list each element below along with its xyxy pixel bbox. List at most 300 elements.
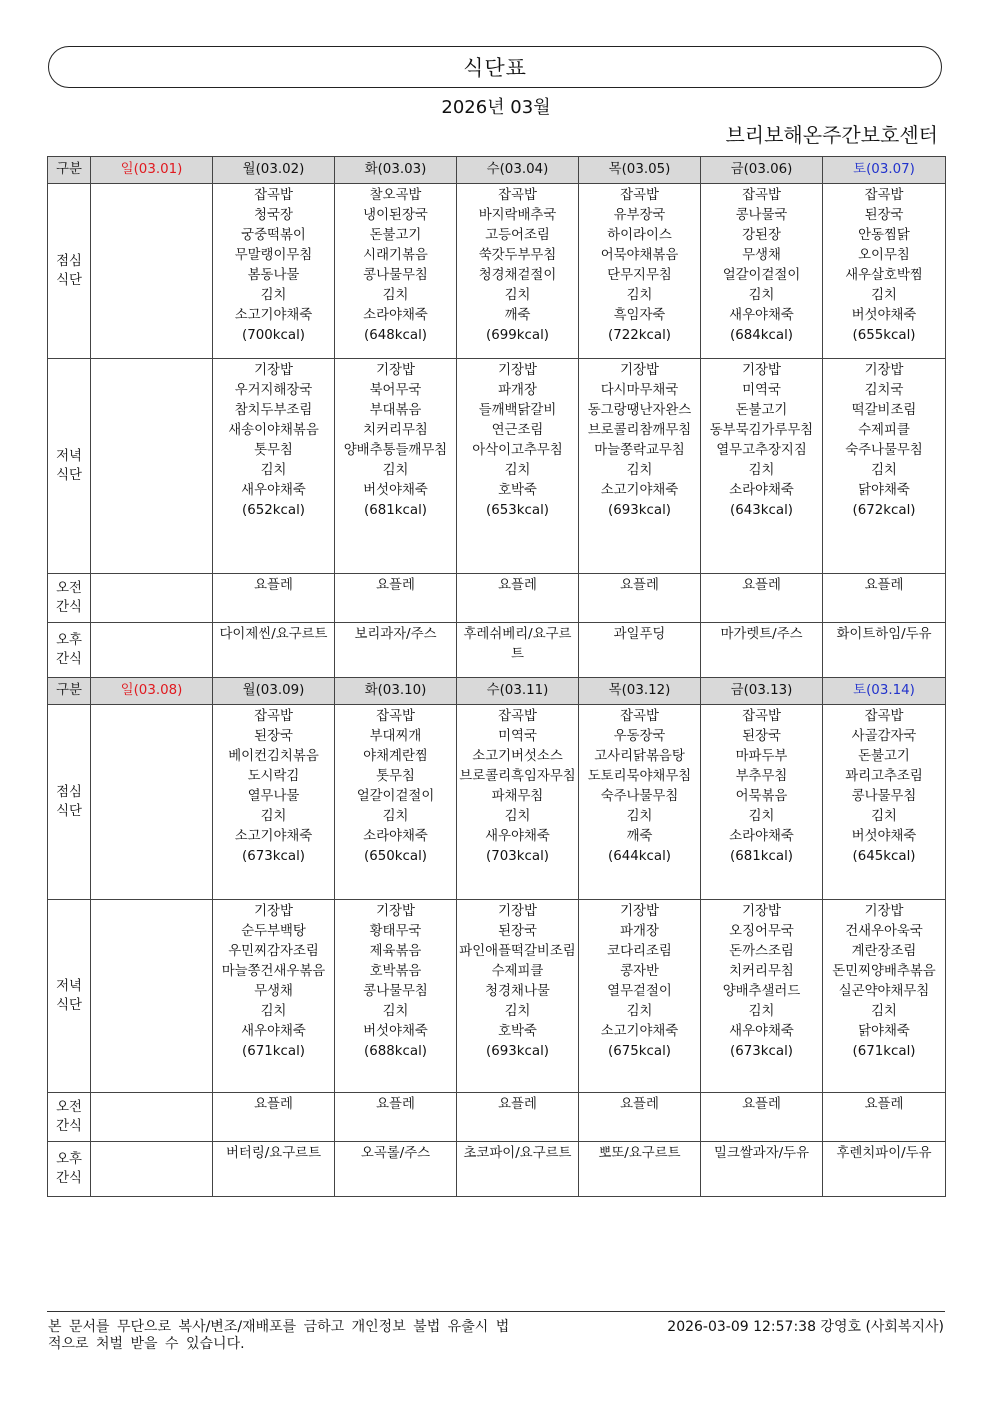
menu-item: 새우야채죽 — [241, 483, 306, 498]
menu-item: 마파두부 — [735, 749, 788, 764]
menu-item: 숙주나물무침 — [845, 443, 923, 458]
menu-item: 고등어조림 — [485, 228, 550, 243]
menu-item: 김치 — [504, 288, 531, 303]
menu-cell — [91, 359, 213, 574]
menu-item: 기장밥 — [254, 363, 293, 378]
menu-item: 건새우아욱국 — [845, 924, 923, 939]
menu-item: 잡곡밥 — [254, 188, 293, 203]
day-header-cell: 금(03.13) — [701, 678, 823, 705]
menu-item: 김치 — [871, 1004, 897, 1019]
day-header-cell: 목(03.12) — [579, 678, 701, 705]
menu-item: 잡곡밥 — [620, 709, 659, 724]
month-label: 2026년 03월 — [441, 97, 551, 118]
menu-item: 부대찌개 — [369, 729, 422, 744]
menu-item: 김치 — [260, 463, 287, 478]
menu-item: 무생채 — [254, 984, 293, 999]
menu-item: 김치 — [871, 809, 897, 824]
menu-cell — [213, 900, 335, 1093]
menu-item: 새우야채죽 — [241, 1024, 306, 1039]
menu-item: 치커리무침 — [363, 423, 428, 438]
menu-item: (648kcal) — [363, 328, 428, 343]
menu-item: 김치 — [748, 463, 775, 478]
menu-cell — [335, 705, 457, 900]
menu-item: 잡곡밥 — [498, 188, 537, 203]
menu-item: 봄동나물 — [247, 268, 300, 283]
day-header-cell: 토(03.14) — [823, 678, 946, 705]
menu-item: 동부묵김가루무침 — [709, 423, 814, 438]
menu-cell — [823, 184, 946, 359]
pm-snack-row — [48, 623, 946, 678]
menu-item: 김치 — [748, 288, 775, 303]
menu-item: 김치 — [504, 1004, 531, 1019]
menu-item: 김치 — [504, 463, 531, 478]
day-header-cell: 수(03.11) — [457, 678, 579, 705]
am-snack-row — [48, 1093, 946, 1142]
menu-item: 청국장 — [254, 208, 293, 223]
menu-item: 브로콜리참깨무침 — [587, 423, 692, 438]
menu-cell — [579, 359, 701, 574]
menu-item: 열무고추장지짐 — [716, 443, 807, 458]
menu-item: 수제피클 — [858, 423, 910, 438]
day-header-cell: 화(03.10) — [335, 678, 457, 705]
row-label-text: 저녁 — [56, 449, 82, 464]
menu-item: 기장밥 — [498, 363, 537, 378]
menu-item: 다시마무채국 — [600, 383, 679, 398]
menu-cell — [457, 359, 579, 574]
menu-item: (672kcal) — [852, 503, 916, 518]
snack-cell: 버터링/요구르트 — [213, 1142, 335, 1197]
snack-cell: 요플레 — [335, 1093, 457, 1142]
lunch-row-label — [48, 184, 91, 359]
menu-item: (699kcal) — [485, 328, 550, 343]
menu-item: 잡곡밥 — [864, 188, 904, 203]
menu-cell — [213, 359, 335, 574]
menu-item: 들깨백닭갈비 — [478, 403, 557, 418]
snack-cell: 밀크쌀과자/두유 — [701, 1142, 823, 1197]
menu-item: (650kcal) — [363, 849, 428, 864]
menu-item: 기장밥 — [498, 904, 537, 919]
menu-item: (703kcal) — [485, 849, 550, 864]
menu-cell — [823, 900, 946, 1093]
footer-notice: 본 문서를 무단으로 복사/변조/재배포를 금하고 개인정보 불법 유출시 법적으로 처벌 받을 수 있습니다. — [48, 1319, 510, 1352]
menu-item: 된장국 — [498, 924, 537, 939]
snack-cell: 요플레 — [823, 1093, 946, 1142]
menu-item: (671kcal) — [241, 1044, 306, 1059]
dinner-row-label — [48, 900, 91, 1093]
menu-item: 김치 — [871, 463, 897, 478]
snack-cell — [91, 1093, 213, 1142]
menu-item: 기장밥 — [864, 363, 904, 378]
menu-item: 버섯야채죽 — [851, 308, 917, 323]
menu-item: 유부장국 — [613, 208, 666, 223]
menu-item: 부추무침 — [735, 769, 788, 784]
snack-cell: 요플레 — [701, 1093, 823, 1142]
menu-item: 흑임자죽 — [613, 308, 666, 323]
menu-item: (653kcal) — [485, 503, 550, 518]
menu-item: (671kcal) — [852, 1044, 916, 1059]
menu-cell — [579, 900, 701, 1093]
menu-item: 궁중떡볶이 — [241, 228, 306, 243]
menu-item: 무생채 — [742, 248, 781, 263]
menu-item: 김치국 — [864, 383, 904, 398]
menu-cell — [579, 705, 701, 900]
snack-cell: 요플레 — [457, 1093, 579, 1142]
menu-item: 돈민찌양배추볶음 — [832, 964, 936, 979]
menu-item: 도토리묵야채무침 — [587, 769, 692, 784]
menu-item: 시래기볶음 — [363, 248, 428, 263]
menu-item: 닭야채죽 — [858, 483, 910, 498]
am-snack-row-label — [48, 1093, 91, 1142]
row-label-text: 식단 — [56, 998, 82, 1013]
menu-item: 꽈리고추조림 — [845, 769, 923, 784]
snack-cell: 요플레 — [579, 574, 701, 623]
lunch-row — [48, 184, 946, 359]
am-snack-row — [48, 574, 946, 623]
menu-item: 새우살호박찜 — [845, 268, 923, 283]
menu-item: 바지락배추국 — [478, 208, 557, 223]
menu-item: 된장국 — [864, 208, 904, 223]
menu-item: 기장밥 — [742, 904, 781, 919]
menu-item: 새우야채죽 — [729, 1024, 794, 1039]
menu-cell — [823, 359, 946, 574]
menu-item: 기장밥 — [620, 363, 659, 378]
day-header-cell: 목(03.05) — [579, 157, 701, 184]
week-header-row — [48, 678, 946, 705]
snack-cell: 뽀또/요구르트 — [579, 1142, 701, 1197]
menu-item: 제육볶음 — [369, 944, 422, 959]
menu-item: 버섯야채죽 — [363, 483, 428, 498]
menu-item: 황태무국 — [369, 924, 422, 939]
menu-item: (655kcal) — [852, 328, 916, 343]
menu-cell — [701, 184, 823, 359]
menu-cell — [213, 184, 335, 359]
menu-item: 소라야채죽 — [729, 483, 794, 498]
menu-item: (681kcal) — [363, 503, 428, 518]
row-label-text: 오전 — [56, 1100, 82, 1115]
menu-item: 마늘쫑락교무침 — [594, 443, 685, 458]
menu-item: 야채계란찜 — [363, 749, 428, 764]
menu-item: 열무겉절이 — [607, 984, 672, 999]
dinner-row — [48, 359, 946, 574]
row-label-text: 간식 — [56, 600, 82, 615]
row-label-text: 식단 — [56, 273, 82, 288]
snack-cell: 오곡롤/주스 — [335, 1142, 457, 1197]
menu-item: 소고기버섯소스 — [472, 749, 563, 764]
menu-item: (673kcal) — [241, 849, 306, 864]
menu-cell — [701, 359, 823, 574]
menu-item: 잡곡밥 — [864, 709, 904, 724]
menu-item: 마늘쫑건새우볶음 — [221, 964, 326, 979]
menu-item: 파인애플떡갈비조림 — [459, 944, 576, 959]
menu-item: 깨죽 — [626, 829, 653, 844]
menu-item: 김치 — [504, 809, 531, 824]
snack-cell — [91, 623, 213, 678]
snack-cell — [91, 574, 213, 623]
menu-item: 잡곡밥 — [620, 188, 659, 203]
week-header-row — [48, 157, 946, 184]
menu-item: 수제피클 — [491, 964, 544, 979]
menu-item: (700kcal) — [241, 328, 306, 343]
menu-item: (645kcal) — [852, 849, 916, 864]
menu-item: 소라야채죽 — [729, 829, 794, 844]
menu-item: 새우야채죽 — [485, 829, 550, 844]
menu-item: 소라야채죽 — [363, 308, 428, 323]
menu-item: 김치 — [260, 809, 287, 824]
menu-item: 김치 — [382, 463, 409, 478]
menu-item: (644kcal) — [607, 849, 672, 864]
menu-item: 숙주나물무침 — [600, 789, 679, 804]
menu-item: 브로콜리흑임자무침 — [459, 769, 576, 784]
menu-item: 기장밥 — [254, 904, 293, 919]
menu-item: 버섯야채죽 — [851, 829, 917, 844]
menu-item: 버섯야채죽 — [363, 1024, 428, 1039]
footer-divider — [47, 1311, 945, 1312]
snack-cell: 요플레 — [335, 574, 457, 623]
menu-item: 오징어무국 — [729, 924, 794, 939]
menu-item: 쑥갓두부무침 — [478, 248, 557, 263]
menu-cell — [457, 184, 579, 359]
menu-item: 치커리무침 — [729, 964, 794, 979]
menu-cell — [91, 184, 213, 359]
menu-item: (643kcal) — [729, 503, 794, 518]
menu-item: 돈까스조림 — [729, 944, 794, 959]
menu-cell — [213, 705, 335, 900]
menu-item: 코다리조림 — [607, 944, 672, 959]
menu-item: 파채무침 — [491, 789, 544, 804]
snack-cell: 후렌치파이/두유 — [823, 1142, 946, 1197]
menu-item: 찰오곡밥 — [369, 188, 422, 203]
menu-cell — [457, 900, 579, 1093]
menu-item: 사골감자국 — [851, 729, 917, 744]
menu-item: 우거지해장국 — [234, 383, 313, 398]
menu-item: 소고기야채죽 — [600, 483, 679, 498]
row-label-text: 저녁 — [56, 979, 82, 994]
menu-item: 고사리닭볶음탕 — [594, 749, 685, 764]
menu-item: 김치 — [626, 463, 653, 478]
menu-item: 콩자반 — [620, 964, 659, 979]
menu-item: 김치 — [626, 809, 653, 824]
row-label-text: 간식 — [56, 1119, 82, 1134]
menu-item: 연근조림 — [491, 423, 544, 438]
menu-item: 계란장조림 — [851, 944, 917, 959]
menu-item: 된장국 — [742, 729, 781, 744]
menu-cell — [335, 359, 457, 574]
menu-cell — [701, 900, 823, 1093]
menu-item: 잡곡밥 — [376, 709, 415, 724]
row-label-text: 점심 — [56, 254, 82, 269]
row-label-text: 오후 — [56, 1152, 82, 1167]
menu-item: 미역국 — [742, 383, 781, 398]
menu-item: 기장밥 — [864, 904, 904, 919]
day-header-cell: 화(03.03) — [335, 157, 457, 184]
menu-item: 기장밥 — [376, 363, 415, 378]
menu-item: 호박죽 — [498, 1024, 537, 1039]
menu-item: 콩나물무침 — [363, 268, 428, 283]
menu-cell — [91, 900, 213, 1093]
menu-item: 어묵볶음 — [735, 789, 788, 804]
menu-cell — [335, 184, 457, 359]
lunch-row-label — [48, 705, 91, 900]
row-label-text: 오전 — [56, 581, 82, 596]
menu-item: 김치 — [382, 809, 409, 824]
menu-item: 소고기야채죽 — [234, 829, 313, 844]
header-label-cell: 구분 — [48, 157, 91, 184]
snack-cell: 요플레 — [213, 574, 335, 623]
menu-item: 잡곡밥 — [742, 709, 781, 724]
day-header-cell: 월(03.09) — [213, 678, 335, 705]
menu-item: 양배추통들깨무침 — [343, 443, 448, 458]
menu-item: 단무지무침 — [607, 268, 672, 283]
day-header-cell: 월(03.02) — [213, 157, 335, 184]
menu-item: 냉이된장국 — [363, 208, 428, 223]
menu-item: 우민찌감자조림 — [228, 944, 319, 959]
menu-item: 참치두부조림 — [234, 403, 313, 418]
document-title: 식단표 — [463, 56, 527, 80]
day-header-cell: 일(03.01) — [91, 157, 213, 184]
day-header-cell: 토(03.07) — [823, 157, 946, 184]
pm-snack-row — [48, 1142, 946, 1197]
menu-item: 파개장 — [498, 383, 537, 398]
menu-item: 콩나물국 — [735, 208, 788, 223]
day-header-cell: 금(03.06) — [701, 157, 823, 184]
menu-item: (652kcal) — [241, 503, 306, 518]
menu-item: 돈불고기 — [858, 749, 910, 764]
snack-cell: 화이트하임/두유 — [823, 623, 946, 678]
menu-item: 청경채나물 — [485, 984, 550, 999]
menu-item: 김치 — [382, 288, 409, 303]
menu-item: 파개장 — [620, 924, 659, 939]
menu-cell — [823, 705, 946, 900]
menu-cell — [457, 705, 579, 900]
menu-item: 안동찜닭 — [858, 228, 910, 243]
menu-item: 김치 — [260, 288, 287, 303]
footer-printed-info: 2026-03-09 12:57:38 강영호 (사회복지사) — [667, 1319, 944, 1335]
menu-item: 양배추샐러드 — [722, 984, 801, 999]
snack-cell: 다이제씬/요구르트 — [213, 623, 335, 678]
menu-cell — [701, 705, 823, 900]
menu-item: (722kcal) — [607, 328, 672, 343]
menu-item: 콩나물무침 — [363, 984, 428, 999]
lunch-row — [48, 705, 946, 900]
menu-item: 베이컨김치볶음 — [228, 749, 319, 764]
pm-snack-row-label — [48, 1142, 91, 1197]
menu-item: 얼갈이겉절이 — [722, 268, 801, 283]
menu-item: (681kcal) — [729, 849, 794, 864]
snack-cell: 요플레 — [701, 574, 823, 623]
snack-cell: 과일푸딩 — [579, 623, 701, 678]
snack-cell: 초코파이/요구르트 — [457, 1142, 579, 1197]
dinner-row — [48, 900, 946, 1093]
dinner-row-label — [48, 359, 91, 574]
menu-item: 된장국 — [254, 729, 293, 744]
menu-item: 강된장 — [742, 228, 781, 243]
menu-item: 기장밥 — [620, 904, 659, 919]
menu-item: 청경채겉절이 — [478, 268, 557, 283]
snack-cell — [91, 1142, 213, 1197]
row-label-text: 식단 — [56, 804, 82, 819]
day-header-cell: 일(03.08) — [91, 678, 213, 705]
menu-item: (693kcal) — [485, 1044, 550, 1059]
snack-cell: 요플레 — [579, 1093, 701, 1142]
menu-table — [47, 156, 946, 1197]
menu-item: 소고기야채죽 — [600, 1024, 679, 1039]
menu-item: 동그랑땡난자완스 — [587, 403, 692, 418]
menu-cell — [91, 705, 213, 900]
menu-item: 미역국 — [498, 729, 537, 744]
snack-cell: 보리과자/주스 — [335, 623, 457, 678]
menu-item: 돈불고기 — [369, 228, 422, 243]
menu-item: 김치 — [748, 1004, 775, 1019]
menu-cell — [335, 900, 457, 1093]
snack-cell: 요플레 — [457, 574, 579, 623]
menu-item: 톳무침 — [376, 769, 415, 784]
menu-item: 아삭이고추무침 — [472, 443, 563, 458]
menu-item: 김치 — [748, 809, 775, 824]
row-label-text: 간식 — [56, 1171, 82, 1186]
menu-item: 순두부백탕 — [241, 924, 306, 939]
menu-item: 콩나물무침 — [851, 789, 917, 804]
menu-item: 잡곡밥 — [254, 709, 293, 724]
day-header-cell: 수(03.04) — [457, 157, 579, 184]
menu-item: 톳무침 — [254, 443, 293, 458]
document-title-box — [48, 46, 942, 88]
menu-item: 돈불고기 — [735, 403, 788, 418]
menu-item: 부대볶음 — [369, 403, 422, 418]
menu-item: 새송이야채볶음 — [228, 423, 319, 438]
menu-item: 김치 — [626, 1004, 653, 1019]
row-label-text: 오후 — [56, 633, 82, 648]
menu-item: 하이라이스 — [607, 228, 672, 243]
row-label-text: 식단 — [56, 468, 82, 483]
row-label-text: 점심 — [56, 785, 82, 800]
menu-item: 도시락김 — [247, 769, 300, 784]
menu-item: 새우야채죽 — [729, 308, 794, 323]
menu-item: (673kcal) — [729, 1044, 794, 1059]
header-label-cell: 구분 — [48, 678, 91, 705]
menu-item: 기장밥 — [742, 363, 781, 378]
menu-item: 잡곡밥 — [742, 188, 781, 203]
menu-item: (688kcal) — [363, 1044, 428, 1059]
snack-cell: 마가렛트/주스 — [701, 623, 823, 678]
center-name: 브리보해온주간보호센터 — [725, 123, 938, 147]
menu-item: 오이무침 — [858, 248, 910, 263]
menu-item: 북어무국 — [369, 383, 422, 398]
menu-item: 소고기야채죽 — [234, 308, 313, 323]
menu-item: 떡갈비조림 — [851, 403, 917, 418]
menu-item: 김치 — [871, 288, 897, 303]
menu-item: 열무나물 — [247, 789, 300, 804]
menu-item: 호박볶음 — [369, 964, 422, 979]
menu-item: 기장밥 — [376, 904, 415, 919]
menu-item: 어묵야채볶음 — [600, 248, 679, 263]
menu-item: 김치 — [626, 288, 653, 303]
menu-item: 닭야채죽 — [858, 1024, 910, 1039]
menu-item: 깨죽 — [504, 308, 531, 323]
menu-item: 김치 — [382, 1004, 409, 1019]
menu-item: 호박죽 — [498, 483, 537, 498]
menu-item: (684kcal) — [729, 328, 794, 343]
menu-item: 우동장국 — [613, 729, 666, 744]
pm-snack-row-label — [48, 623, 91, 678]
snack-cell: 후레쉬베리/요구르트 — [457, 623, 579, 678]
menu-item: 실곤약야채무침 — [838, 984, 930, 999]
menu-item: 잡곡밥 — [498, 709, 537, 724]
snack-cell: 요플레 — [213, 1093, 335, 1142]
menu-item: 얼갈이겉절이 — [356, 789, 435, 804]
menu-item: (675kcal) — [607, 1044, 672, 1059]
am-snack-row-label — [48, 574, 91, 623]
menu-item: 소라야채죽 — [363, 829, 428, 844]
